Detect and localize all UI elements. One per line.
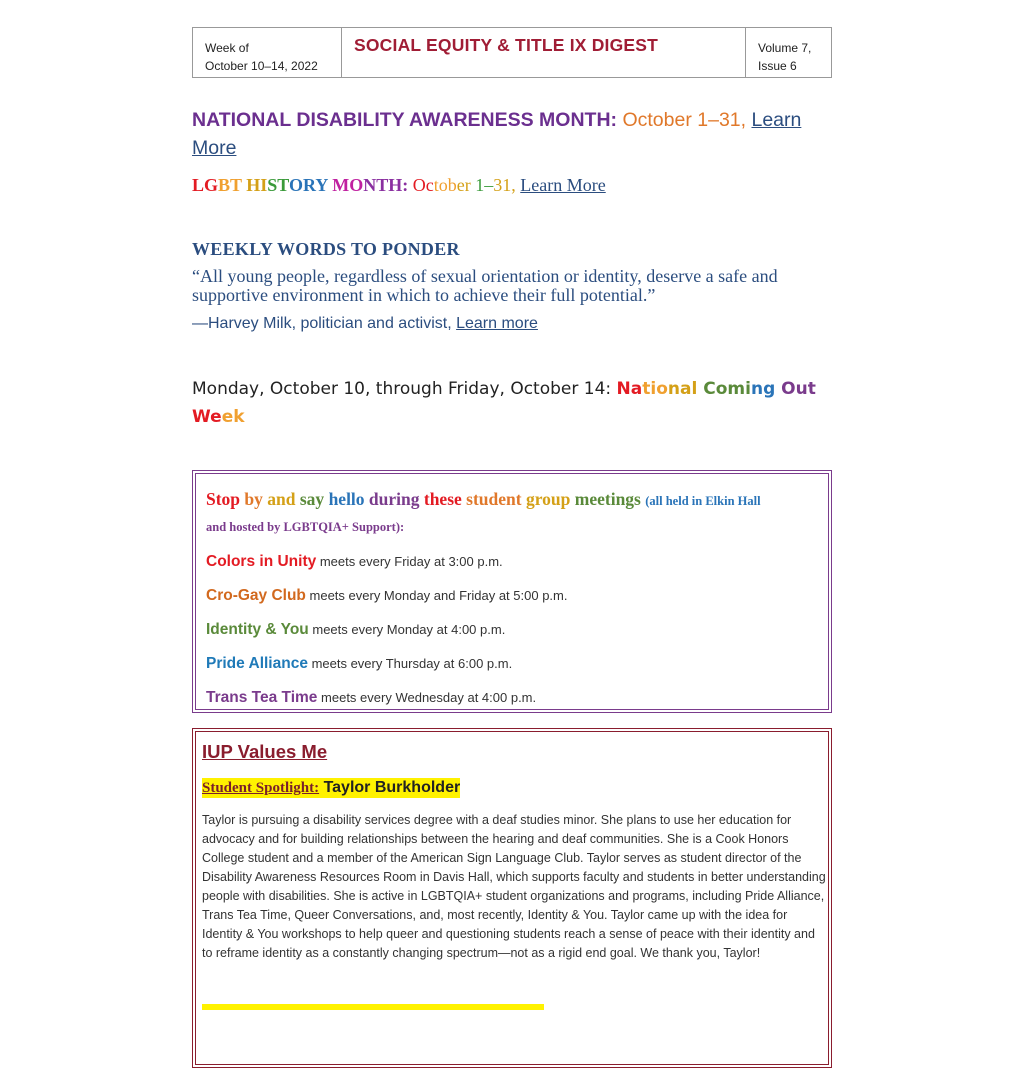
meetings-heading-word: these	[423, 489, 467, 509]
coming-out-week-line	[192, 375, 832, 431]
meetings-heading-word: during	[368, 489, 424, 509]
lgbt-label-letter: M	[332, 175, 350, 195]
group-name: Cro-Gay Club	[206, 587, 306, 604]
coming-out-letter: i	[650, 379, 657, 399]
lgbt-history-dates	[408, 175, 516, 195]
lgbt-label-letter: H	[246, 175, 261, 195]
lgbt-learn-more-link[interactable]: Learn More	[520, 175, 606, 195]
week-dates: October 10–14, 2022	[205, 59, 318, 73]
meetings-heading-word: and	[267, 489, 300, 509]
lgbt-date-letter: 1	[502, 175, 512, 195]
disability-month-line	[192, 106, 832, 162]
meetings-note-host: and hosted by LGBTQIA+ Support):	[206, 520, 405, 534]
meetings-heading-word: meetings	[574, 489, 646, 509]
coming-out-letter: e	[210, 407, 222, 427]
volume-cell	[746, 28, 831, 77]
issue-label: Issue 6	[758, 59, 797, 73]
lgbt-date-letter: ,	[511, 175, 516, 195]
lgbt-label-letter: O	[288, 175, 303, 195]
group-name: Pride Alliance	[206, 655, 308, 672]
attribution-text: —Harvey Milk, politician and activist,	[192, 315, 452, 332]
lgbt-date-letter: 3	[493, 175, 503, 195]
lgbt-label-letter: Y	[315, 175, 328, 195]
disability-month-dates: October 1–31,	[622, 109, 747, 131]
next-spotlight-highlight	[202, 1004, 544, 1010]
group-item	[206, 620, 818, 654]
coming-out-letter: k	[233, 407, 245, 427]
coming-out-letter: t	[807, 379, 816, 399]
student-spotlight	[202, 778, 460, 798]
coming-out-letter: n	[667, 379, 681, 399]
coming-out-letter: t	[642, 379, 651, 399]
lgbt-label-letter: I	[260, 175, 268, 195]
lgbt-label-letter: N	[363, 175, 377, 195]
lgbt-label-letter: G	[204, 175, 219, 195]
digest-title: SOCIAL EQUITY & TITLE IX DIGEST	[342, 28, 746, 77]
group-schedule: meets every Thursday at 6:00 p.m.	[307, 656, 513, 671]
spotlight-label: Student Spotlight:	[202, 780, 320, 796]
meetings-note-location: (all held in Elkin Hall	[645, 494, 761, 508]
meetings-heading-word: say	[299, 489, 329, 509]
lgbt-history-label	[192, 175, 408, 195]
lgbt-date-letter: 1	[470, 175, 485, 195]
group-schedule: meets every Wednesday at 4:00 p.m.	[317, 690, 537, 705]
lgbt-label-letter: T	[277, 175, 289, 195]
digest-page	[192, 27, 832, 960]
lgbt-date-letter: c	[425, 175, 434, 195]
lgbt-label-letter: :	[402, 175, 409, 195]
ponder-attribution	[192, 315, 538, 333]
lgbt-label-letter: T	[230, 175, 242, 195]
iup-values-inner	[195, 731, 829, 1065]
lgbt-date-letter: –	[484, 175, 494, 195]
meetings-heading-word: hello	[328, 489, 369, 509]
coming-out-letter: e	[221, 407, 234, 427]
meetings-heading-word: student	[466, 489, 526, 509]
coming-out-letter: l	[691, 379, 698, 399]
meetings-box	[192, 470, 832, 713]
volume-label: Volume 7,	[758, 41, 812, 55]
ponder-learn-more-link[interactable]: Learn more	[456, 315, 538, 332]
iup-values-title: IUP Values Me	[202, 741, 328, 762]
meetings-heading-word: by	[244, 489, 268, 509]
group-schedule: meets every Monday and Friday at 5:00 p.m.	[305, 588, 568, 603]
group-list	[206, 552, 818, 722]
lgbt-date-letter: t	[433, 175, 439, 195]
header-table	[192, 27, 832, 78]
ponder-quote: “All young people, regardless of sexual orientation or identity, deserve a safe and supportive environment in which to achieve their full potential.”	[192, 266, 778, 305]
week-cell	[193, 28, 342, 77]
coming-out-letter: O	[781, 379, 796, 399]
spotlight-name: Taylor Burkholder	[319, 779, 461, 796]
group-item	[206, 688, 818, 722]
coming-out-letter: o	[715, 379, 728, 399]
group-name: Trans Tea Time	[206, 689, 318, 706]
lgbt-label-letter: H	[388, 175, 403, 195]
lgbt-date-letter: O	[408, 175, 426, 195]
meetings-heading	[206, 487, 818, 539]
lgbt-history-line	[192, 173, 606, 197]
disability-month-label: NATIONAL DISABILITY AWARENESS MONTH:	[192, 109, 618, 131]
lgbt-label-letter: B	[218, 175, 231, 195]
coming-out-letter: N	[616, 379, 631, 399]
group-item	[206, 586, 818, 620]
meetings-heading-words	[206, 489, 645, 509]
coming-out-letter: i	[745, 379, 751, 399]
group-name: Colors in Unity	[206, 553, 317, 570]
meetings-inner	[195, 473, 829, 710]
lgbt-label-letter: L	[192, 175, 205, 195]
meetings-heading-word: Stop	[206, 489, 245, 509]
group-item	[206, 654, 818, 688]
lgbt-label-letter: S	[267, 175, 278, 195]
group-schedule: meets every Friday at 3:00 p.m.	[316, 554, 503, 569]
lgbt-date-letter: r	[464, 175, 471, 195]
meetings-heading-word: group	[525, 489, 575, 509]
disability-learn-more-link[interactable]: Learn More	[192, 109, 802, 159]
lgbt-label-letter: R	[302, 175, 316, 195]
lgbt-date-letter: e	[456, 175, 465, 195]
coming-out-letter: a	[680, 379, 692, 399]
coming-out-letter: n	[750, 379, 764, 399]
coming-out-letter: m	[727, 379, 746, 399]
lgbt-date-letter: o	[438, 175, 448, 195]
spotlight-bio: Taylor is pursuing a disability services degree with a deaf studies minor. She plans to use her education for advocacy and for building relationships between the hearing and deaf communities. She is a Cook Honors College student and a member of the American Sign Language Club. Taylor serves as student director of the Disability Awareness Resources Room in Davis Hall, which supports faculty and students in better understanding people with disabilities. She is active in LGBTQIA+ student organizations and programs, including Pride Alliance, Trans Tea Time, Queer Conversations, and, most recently, Identity & You. Taylor came up with the idea for Identity & You workshops to help queer and questioning students reach a sense of peace with their identity and to reframe identity as a constantly changing spectrum—not as a rigid end goal. We thank you, Taylor!	[202, 813, 826, 960]
iup-values-box	[192, 728, 832, 1068]
group-item	[206, 552, 818, 586]
lgbt-label-letter: T	[376, 175, 389, 195]
coming-out-letter: u	[795, 379, 808, 399]
coming-out-dates: Monday, October 10, through Friday, October 14:	[192, 379, 617, 399]
coming-out-letter: g	[763, 379, 776, 399]
group-name: Identity & You	[206, 621, 309, 638]
lgbt-date-letter: b	[447, 175, 457, 195]
week-label: Week of	[205, 41, 249, 55]
ponder-title: WEEKLY WORDS TO PONDER	[192, 239, 460, 259]
lgbt-label-letter: O	[349, 175, 364, 195]
coming-out-letter: W	[192, 407, 211, 427]
coming-out-letter: C	[703, 379, 716, 399]
coming-out-letter: o	[656, 379, 668, 399]
group-schedule: meets every Monday at 4:00 p.m.	[308, 622, 506, 637]
coming-out-letter: a	[630, 379, 643, 399]
